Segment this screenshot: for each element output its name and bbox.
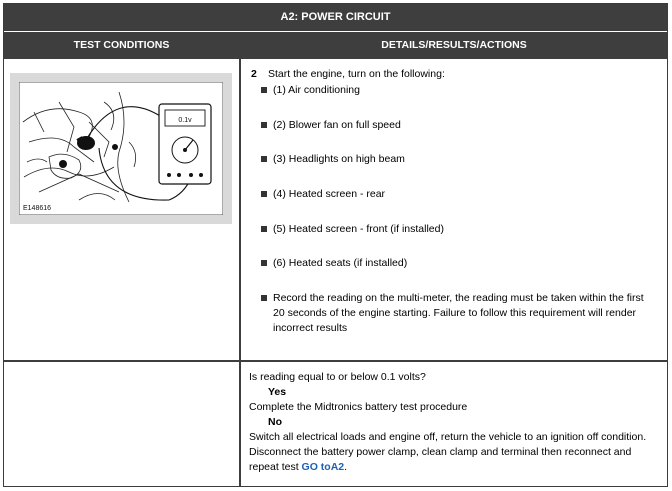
- no-label: No: [268, 416, 282, 428]
- step-number: 2: [251, 68, 257, 80]
- meter-readout: 0.1v: [178, 117, 192, 124]
- list-item: (5) Heated screen - front (if installed): [261, 222, 656, 237]
- bullet-icon: [261, 156, 267, 162]
- column-divider: [239, 32, 241, 486]
- bullet-icon: [261, 191, 267, 197]
- bullet-icon: [261, 122, 267, 128]
- list-item: (6) Heated seats (if installed): [261, 256, 656, 271]
- step-intro: [251, 68, 445, 80]
- column-header-details: DETAILS/RESULTS/ACTIONS: [241, 32, 667, 59]
- test-illustration: [10, 73, 232, 224]
- multimeter-icon: [159, 104, 211, 184]
- no-action-line-1: Switch all electrical loads and engine off, return the vehicle to an ignition off condition.: [249, 431, 647, 443]
- yes-action: Complete the Midtronics battery test procedure: [249, 401, 468, 413]
- list-item: (2) Blower fan on full speed: [261, 118, 656, 133]
- go-to-a2-link[interactable]: GO toA2: [301, 461, 345, 473]
- multimeter-diagram: [19, 82, 223, 215]
- bullet-icon: [261, 295, 267, 301]
- list-item: (4) Heated screen - rear: [261, 187, 656, 202]
- bullet-icon: [261, 87, 267, 93]
- yes-label: Yes: [268, 386, 287, 398]
- list-item: (1) Air conditioning: [261, 83, 656, 98]
- figure-code: E148616: [23, 205, 52, 212]
- procedure-table: [3, 3, 668, 487]
- table-title: A2: POWER CIRCUIT: [4, 4, 667, 31]
- list-item: (3) Headlights on high beam: [261, 152, 656, 167]
- step-intro-text: Start the engine, turn on the following:: [268, 68, 445, 80]
- result-question: Is reading equal to or below 0.1 volts?: [249, 371, 426, 383]
- bullet-icon: [261, 260, 267, 266]
- bullet-icon: [261, 226, 267, 232]
- row-divider: [4, 360, 667, 362]
- column-header-test-conditions: TEST CONDITIONS: [4, 32, 239, 59]
- no-action-line-2: Disconnect the battery power clamp, clean clamp and terminal then reconnect and repeat test GO toA2.: [249, 446, 632, 473]
- result-section: [249, 370, 661, 475]
- list-item: Record the reading on the multi-meter, the reading must be taken within the first 20 seconds of the engine starting. Failure to follow this requirement will render incorrect results: [261, 291, 656, 336]
